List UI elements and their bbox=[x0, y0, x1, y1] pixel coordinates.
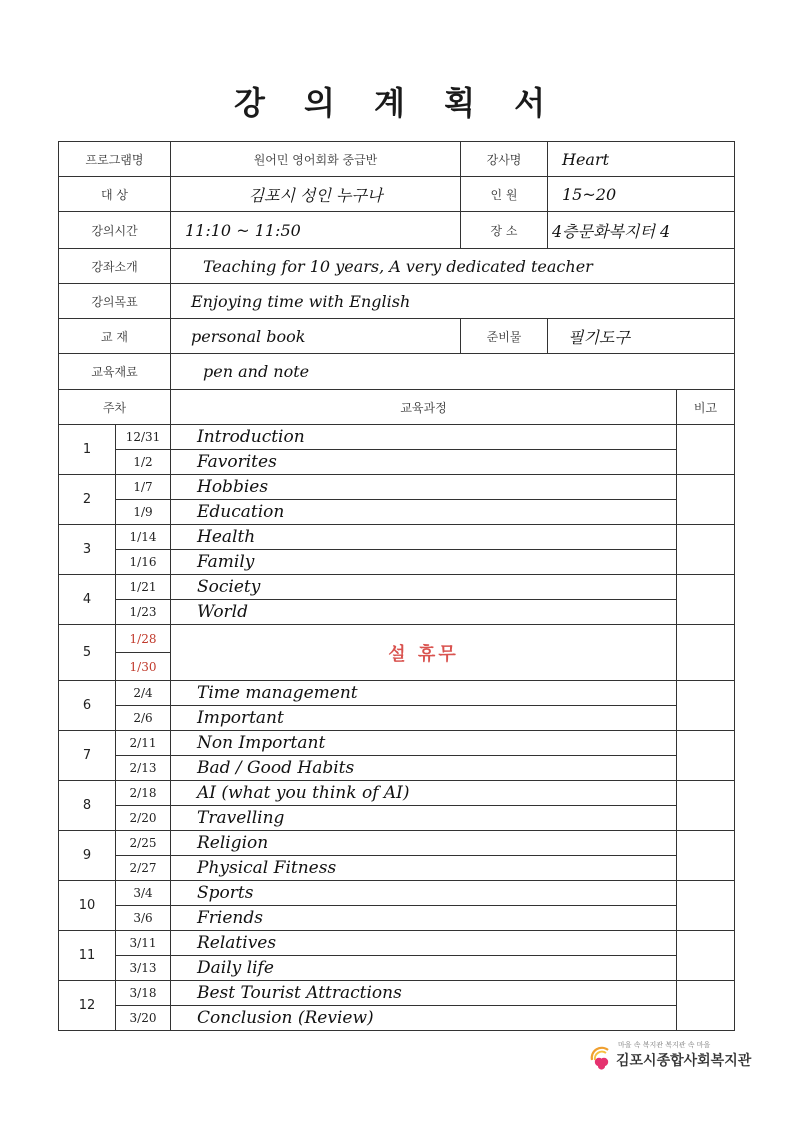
schedule-row bbox=[59, 856, 735, 881]
session-date: 1/7 bbox=[116, 475, 171, 500]
remarks-cell bbox=[677, 781, 735, 831]
session-date: 3/4 bbox=[116, 881, 171, 906]
remarks-header: 비고 bbox=[677, 390, 735, 425]
remarks-cell bbox=[677, 931, 735, 981]
logo-tagline: 마을 속 복지관 복지관 속 마을 bbox=[618, 1041, 711, 1049]
session-date: 1/16 bbox=[116, 550, 171, 575]
week-number: 4 bbox=[59, 575, 116, 625]
session-date: 2/11 bbox=[116, 731, 171, 756]
schedule-row bbox=[59, 450, 735, 475]
intro-value: Teaching for 10 years, A very dedicated teacher bbox=[171, 249, 735, 284]
welfare-center-logo bbox=[588, 1040, 752, 1074]
count-label: 인 원 bbox=[461, 177, 548, 212]
course-header: 교육과정 bbox=[171, 390, 677, 425]
schedule-row bbox=[59, 881, 735, 906]
course-topic: Relatives bbox=[171, 931, 677, 956]
program-value: 원어민 영어회화 중급반 bbox=[171, 142, 461, 177]
textbook-value: personal book bbox=[171, 319, 461, 354]
course-topic: Health bbox=[171, 525, 677, 550]
remarks-cell bbox=[677, 425, 735, 475]
course-topic: Non Important bbox=[171, 731, 677, 756]
week-number: 10 bbox=[59, 881, 116, 931]
prep-label: 준비물 bbox=[461, 319, 548, 354]
session-date: 1/2 bbox=[116, 450, 171, 475]
session-date: 2/18 bbox=[116, 781, 171, 806]
schedule-row bbox=[59, 781, 735, 806]
schedule-row bbox=[59, 550, 735, 575]
course-topic: Favorites bbox=[171, 450, 677, 475]
schedule-body bbox=[59, 425, 735, 1031]
course-topic: Introduction bbox=[171, 425, 677, 450]
remarks-cell bbox=[677, 575, 735, 625]
textbook-label: 교 재 bbox=[59, 319, 171, 354]
lecture-plan-table bbox=[58, 141, 735, 1031]
logo-name: 김포시종합사회복지관 bbox=[616, 1053, 752, 1069]
session-date: 12/31 bbox=[116, 425, 171, 450]
remarks-cell bbox=[677, 831, 735, 881]
document-title: 강 의 계 획 서 bbox=[233, 84, 560, 122]
flower-logo-icon bbox=[588, 1044, 614, 1070]
course-topic: World bbox=[171, 600, 677, 625]
remarks-cell bbox=[677, 881, 735, 931]
place-label: 장 소 bbox=[461, 212, 548, 249]
course-topic: Physical Fitness bbox=[171, 856, 677, 881]
session-date: 2/25 bbox=[116, 831, 171, 856]
course-topic: Conclusion (Review) bbox=[171, 1006, 677, 1031]
session-date: 3/11 bbox=[116, 931, 171, 956]
remarks-cell bbox=[677, 981, 735, 1031]
count-value: 15~20 bbox=[548, 177, 735, 212]
week-number: 9 bbox=[59, 831, 116, 881]
week-number: 3 bbox=[59, 525, 116, 575]
remarks-cell bbox=[677, 625, 735, 681]
instructor-value: Heart bbox=[548, 142, 735, 177]
schedule-row bbox=[59, 906, 735, 931]
week-number: 2 bbox=[59, 475, 116, 525]
week-number: 12 bbox=[59, 981, 116, 1031]
remarks-cell bbox=[677, 525, 735, 575]
course-topic: Time management bbox=[171, 681, 677, 706]
week-number: 6 bbox=[59, 681, 116, 731]
schedule-row bbox=[59, 625, 735, 653]
instructor-label: 강사명 bbox=[461, 142, 548, 177]
target-value: 김포시 성인 누구나 bbox=[171, 177, 461, 212]
place-value: 4층문화복지터 4 bbox=[548, 212, 735, 249]
session-date: 2/13 bbox=[116, 756, 171, 781]
session-date: 3/20 bbox=[116, 1006, 171, 1031]
course-topic: Best Tourist Attractions bbox=[171, 981, 677, 1006]
schedule-row bbox=[59, 956, 735, 981]
schedule-row bbox=[59, 575, 735, 600]
material-label: 교육재료 bbox=[59, 354, 171, 390]
schedule-row bbox=[59, 500, 735, 525]
schedule-row bbox=[59, 756, 735, 781]
course-topic: Sports bbox=[171, 881, 677, 906]
session-date: 1/9 bbox=[116, 500, 171, 525]
course-topic: Education bbox=[171, 500, 677, 525]
schedule-row bbox=[59, 981, 735, 1006]
course-topic: Bad / Good Habits bbox=[171, 756, 677, 781]
session-date: 2/20 bbox=[116, 806, 171, 831]
intro-label: 강좌소개 bbox=[59, 249, 171, 284]
week-number: 11 bbox=[59, 931, 116, 981]
week-header: 주차 bbox=[59, 390, 171, 425]
course-topic: Friends bbox=[171, 906, 677, 931]
session-date: 2/6 bbox=[116, 706, 171, 731]
session-date: 1/21 bbox=[116, 575, 171, 600]
time-label: 강의시간 bbox=[59, 212, 171, 249]
session-date: 1/14 bbox=[116, 525, 171, 550]
schedule-row bbox=[59, 600, 735, 625]
time-value: 11:10 ~ 11:50 bbox=[171, 212, 461, 249]
goal-label: 강의목표 bbox=[59, 284, 171, 319]
week-number: 7 bbox=[59, 731, 116, 781]
session-date: 1/28 bbox=[116, 625, 171, 653]
session-date: 1/30 bbox=[116, 653, 171, 681]
remarks-cell bbox=[677, 475, 735, 525]
material-value: pen and note bbox=[171, 354, 735, 390]
session-date: 1/23 bbox=[116, 600, 171, 625]
schedule-row bbox=[59, 831, 735, 856]
remarks-cell bbox=[677, 681, 735, 731]
session-date: 2/4 bbox=[116, 681, 171, 706]
course-topic: Daily life bbox=[171, 956, 677, 981]
schedule-row bbox=[59, 525, 735, 550]
course-topic: Family bbox=[171, 550, 677, 575]
schedule-row bbox=[59, 475, 735, 500]
course-topic: Society bbox=[171, 575, 677, 600]
week-number: 1 bbox=[59, 425, 116, 475]
goal-value: Enjoying time with English bbox=[171, 284, 735, 319]
prep-value: 필기도구 bbox=[548, 319, 735, 354]
schedule-row bbox=[59, 1006, 735, 1031]
schedule-row bbox=[59, 731, 735, 756]
session-date: 3/6 bbox=[116, 906, 171, 931]
schedule-row bbox=[59, 931, 735, 956]
program-label: 프로그램명 bbox=[59, 142, 171, 177]
holiday-notice: 설 휴무 bbox=[171, 625, 677, 681]
schedule-row bbox=[59, 681, 735, 706]
course-topic: Hobbies bbox=[171, 475, 677, 500]
course-topic: AI (what you think of AI) bbox=[171, 781, 677, 806]
schedule-row bbox=[59, 425, 735, 450]
week-number: 5 bbox=[59, 625, 116, 681]
remarks-cell bbox=[677, 731, 735, 781]
session-date: 2/27 bbox=[116, 856, 171, 881]
week-number: 8 bbox=[59, 781, 116, 831]
schedule-row bbox=[59, 806, 735, 831]
session-date: 3/18 bbox=[116, 981, 171, 1006]
target-label: 대 상 bbox=[59, 177, 171, 212]
course-topic: Religion bbox=[171, 831, 677, 856]
session-date: 3/13 bbox=[116, 956, 171, 981]
course-topic: Travelling bbox=[171, 806, 677, 831]
course-topic: Important bbox=[171, 706, 677, 731]
schedule-row bbox=[59, 706, 735, 731]
